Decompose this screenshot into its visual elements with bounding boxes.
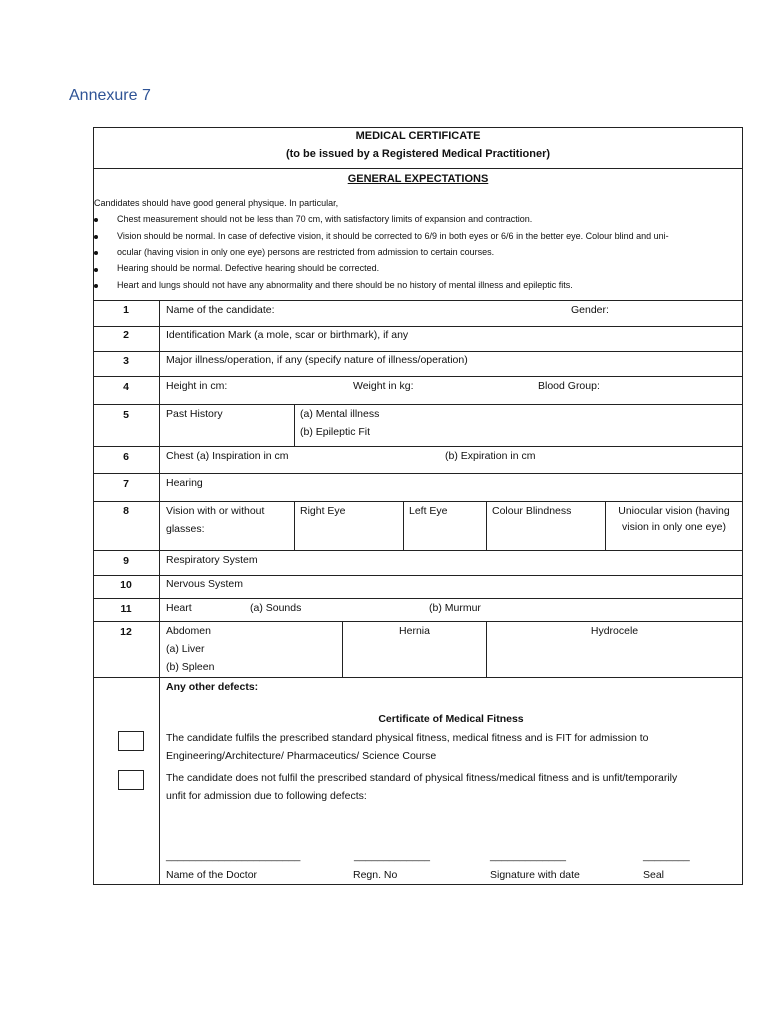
cell-divider [294,404,295,446]
row-divider [93,621,743,622]
row-divider [93,376,743,377]
row-divider [93,550,743,551]
major-illness-label: Major illness/operation, if any (specify nature of illness/operation) [166,354,468,366]
certificate-subtitle: (to be issued by a Registered Medical Practitioner) [285,148,551,160]
past-history-label: Past History [166,408,223,420]
signature-line: _____________ [490,850,566,862]
spleen-label: (b) Spleen [166,661,215,673]
row-number: 1 [123,304,129,316]
candidate-name-label: Name of the candidate: [166,304,275,316]
bullet-icon [94,284,98,288]
heart-label: Heart [166,602,192,614]
respiratory-system-label: Respiratory System [166,554,258,566]
row-number: 3 [123,355,129,367]
vision-label-continued: glasses: [166,523,205,535]
left-eye-label: Left Eye [409,505,448,517]
bullet-icon [94,251,98,255]
row-number: 5 [123,409,129,421]
row-divider [93,446,743,447]
uniocular-vision-label: Uniocular vision (having [618,505,730,517]
general-expectations-heading: GENERAL EXPECTATIONS [347,173,489,185]
hearing-label: Hearing [166,477,203,489]
divider [93,168,743,169]
divider [93,300,743,301]
table-border-top [93,127,743,128]
row-number: 2 [123,329,129,341]
general-intro: Candidates should have good general physique. In particular, [94,198,339,208]
unfit-statement: The candidate does not fulfil the prescribed standard of physical fitness/medical fitness and is unfit/temporarily [166,772,678,784]
doctor-name-label: Name of the Doctor [166,869,258,881]
epileptic-fit-label: (b) Epileptic Fit [300,426,371,438]
table-border-bottom [93,884,743,885]
heart-sounds-label: (a) Sounds [250,602,302,614]
liver-label: (a) Liver [166,643,205,655]
table-border-right [742,127,743,885]
row-number: 10 [120,579,132,591]
weight-label: Weight in kg: [353,380,414,392]
bullet-icon [94,218,98,222]
row-number: 9 [123,555,129,567]
chest-expiration-label: (b) Expiration in cm [445,450,536,462]
row-number: 6 [123,451,129,463]
row-number: 8 [123,505,129,517]
fit-statement: The candidate fulfils the prescribed standard physical fitness, medical fitness and is FIT for admission to [166,732,649,744]
row-divider [93,473,743,474]
cell-divider [403,501,404,550]
right-eye-label: Right Eye [300,505,346,517]
signature-label: Signature with date [490,869,580,881]
bullet-chest: Chest measurement should not be less than 70 cm, with satisfactory limits of expansion and contraction. [117,214,533,224]
bullet-icon [94,268,98,272]
bullet-vision: Vision should be normal. In case of defective vision, it should be corrected to 6/9 in both eyes or 6/6 in the better eye. Colour blind and uni- [117,231,669,241]
bullet-icon [94,235,98,239]
fitness-certificate-title: Certificate of Medical Fitness [378,713,524,725]
bullet-heart-lungs: Heart and lungs should not have any abnormality and there should be no history of mental illness and epileptic fits. [117,280,573,290]
cell-divider [294,501,295,550]
seal-line: ________ [643,850,690,862]
number-column-divider [159,300,160,885]
row-divider [93,575,743,576]
regn-no-label: Regn. No [353,869,398,881]
row-divider [93,598,743,599]
hydrocele-label: Hydrocele [590,625,639,637]
heart-murmur-label: (b) Murmur [429,602,481,614]
other-defects-label: Any other defects: [166,681,259,693]
regn-no-line: _____________ [354,850,430,862]
vision-label: Vision with or without [166,505,265,517]
colour-blindness-label: Colour Blindness [492,505,572,517]
row-number: 12 [120,626,132,638]
height-label: Height in cm: [166,380,228,392]
nervous-system-label: Nervous System [166,578,244,590]
unfit-checkbox[interactable] [118,770,144,790]
unfit-statement-continued: unfit for admission due to following defects: [166,790,367,802]
certificate-title: MEDICAL CERTIFICATE [355,130,481,142]
gender-label: Gender: [571,304,609,316]
seal-label: Seal [643,869,665,881]
row-divider [93,677,743,678]
row-number: 4 [123,381,129,393]
bullet-vision-continued: ocular (having vision in only one eye) persons are restricted from admission to certain courses. [117,247,495,257]
row-divider [93,326,743,327]
identification-mark-label: Identification Mark (a mole, scar or birthmark), if any [166,329,409,341]
row-divider [93,501,743,502]
fit-checkbox[interactable] [118,731,144,751]
hernia-label: Hernia [399,625,430,637]
bullet-hearing: Hearing should be normal. Defective hearing should be corrected. [117,263,380,273]
annexure-title: Annexure 7 [69,87,151,104]
mental-illness-label: (a) Mental illness [300,408,380,420]
chest-inspiration-label: Chest (a) Inspiration in cm [166,450,289,462]
abdomen-label: Abdomen [166,625,211,637]
row-number: 11 [120,603,132,615]
row-divider [93,351,743,352]
row-divider [93,404,743,405]
cell-divider [486,501,487,550]
fit-statement-continued: Engineering/Architecture/ Pharmaceutics/ Science Course [166,750,437,762]
doctor-name-line: _______________________ [166,850,301,862]
uniocular-vision-label-continued: vision in only one eye) [622,521,726,533]
blood-group-label: Blood Group: [538,380,600,392]
row-number: 7 [123,478,129,490]
